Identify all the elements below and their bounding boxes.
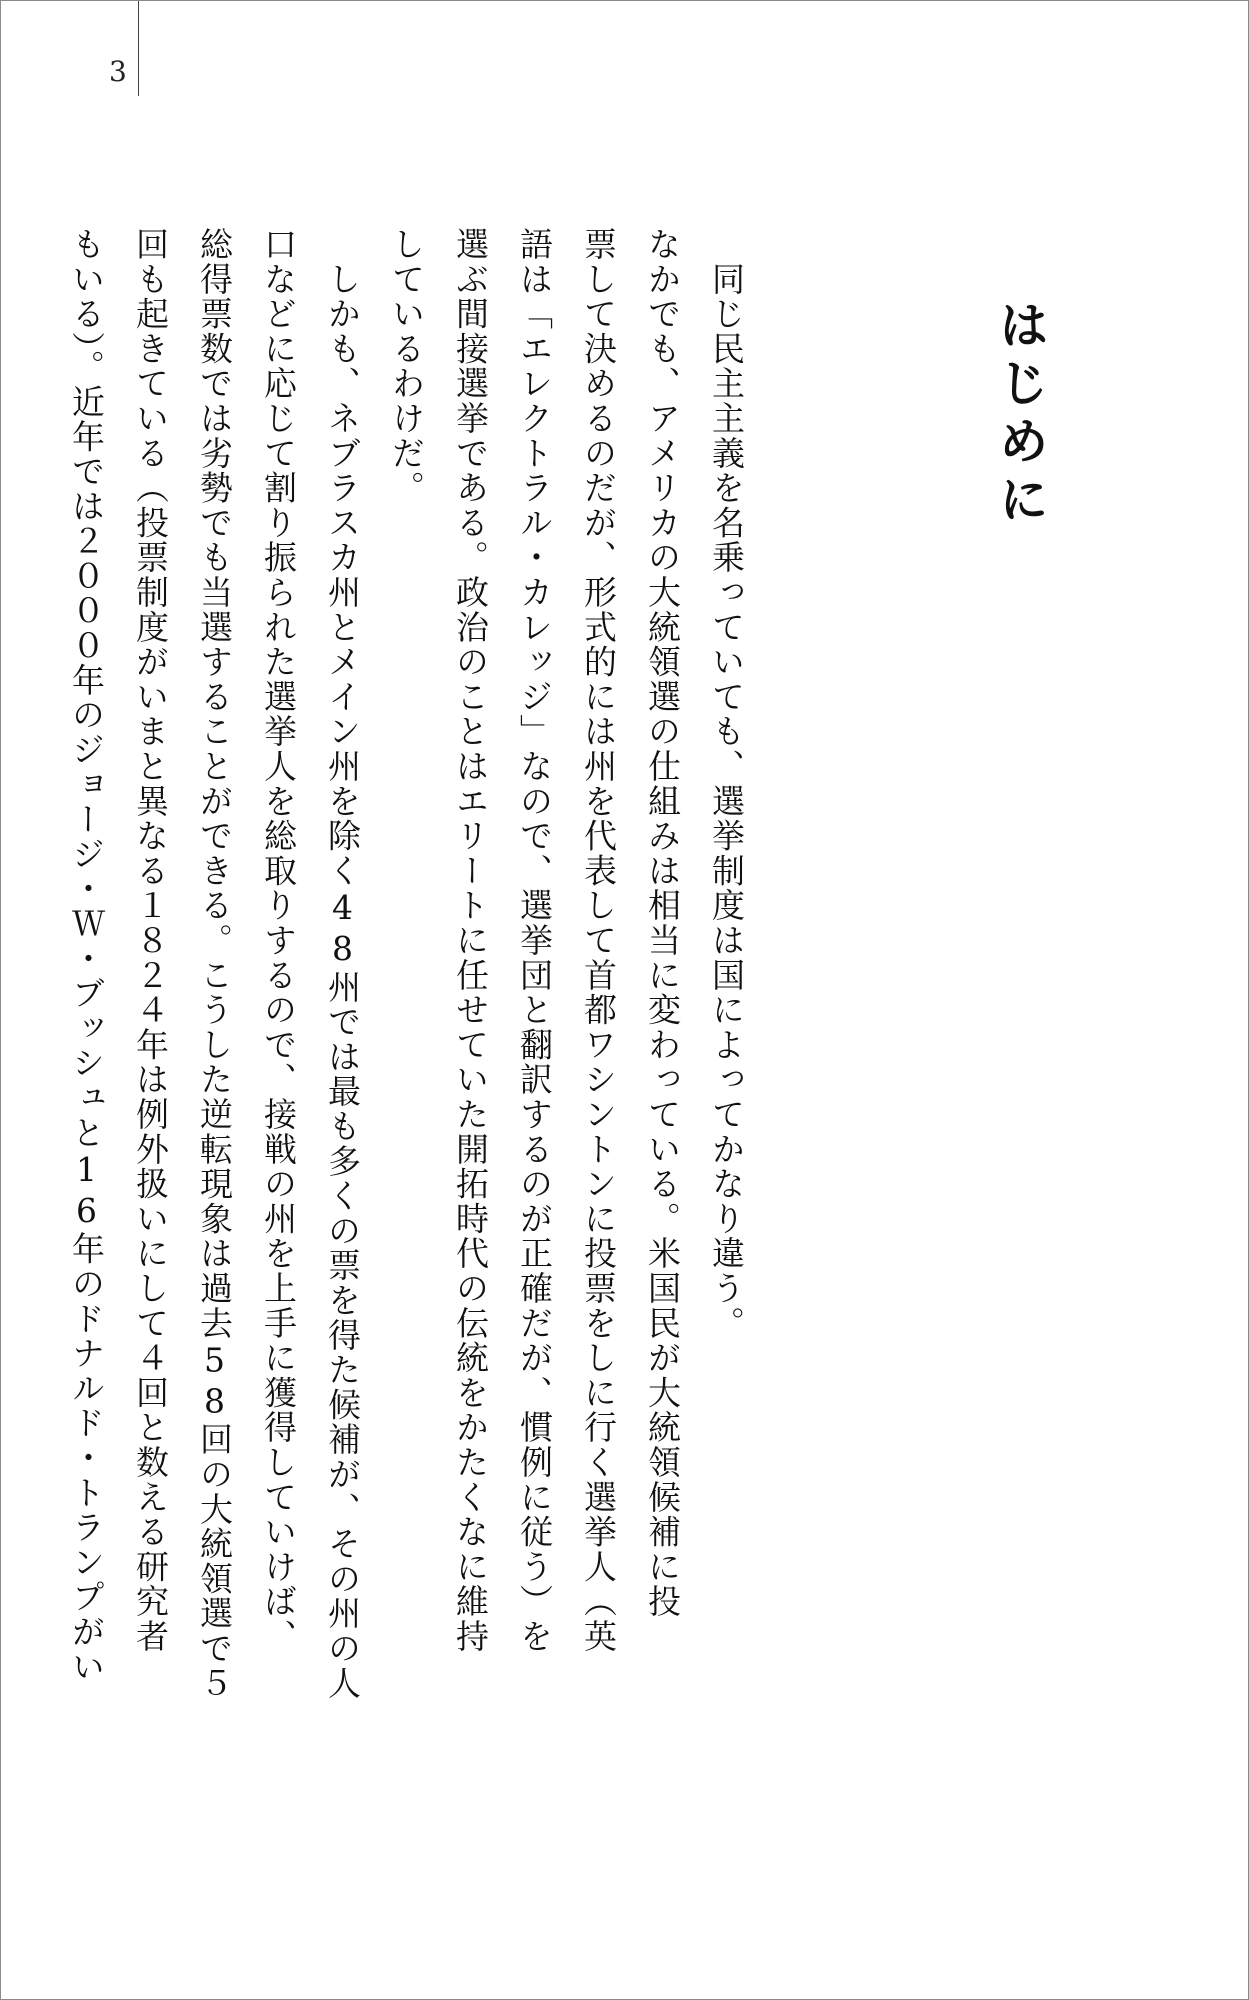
body-line-10: 回も起きている（投票制度がいまと異なる１８２４年は例外扱いにして４回と数える研究者 [131,227,170,1654]
chapter-title: はじめに [991,299,1050,531]
body-line-11: もいる）。近年では２０００年のジョージ・Ｗ・ブッシュと16年のドナルド・トランプがい [67,227,106,1685]
body-line-8: 口などに応じて割り振られた選挙人を総取りするので、接戦の州を上手に獲得していけば、 [259,227,298,1654]
body-line-2: なかでも、アメリカの大統領選の仕組みは相当に変わっている。米国民が大統領候補に投 [643,227,682,1619]
body-line-6: しているわけだ。 [387,227,426,506]
body-line-9: 総得票数では劣勢でも当選することができる。こうした逆転現象は過去58回の大統領選で５ [195,227,234,1701]
header-rule [138,1,139,96]
body-line-3: 票して決めるのだが、形式的には州を代表して首都ワシントンに投票をしに行く選挙人（英 [579,227,618,1654]
body-line-1: 同じ民主主義を名乗っていても、選挙制度は国によってかなり違う。 [707,227,746,1341]
body-line-7: しかも、ネブラスカ州とメイン州を除く48州では最も多くの票を得た候補が、その州の人 [323,227,362,1701]
page-number: 3 [109,55,127,88]
body-line-4: 語は「エレクトラル・カレッジ」なので、選挙団と翻訳するのが正確だが、慣例に従う）を [515,227,554,1654]
body-line-5: 選ぶ間接選挙である。政治のことはエリートに任せていた開拓時代の伝統をかたくなに維持 [451,227,490,1654]
body-text [54,227,758,1701]
